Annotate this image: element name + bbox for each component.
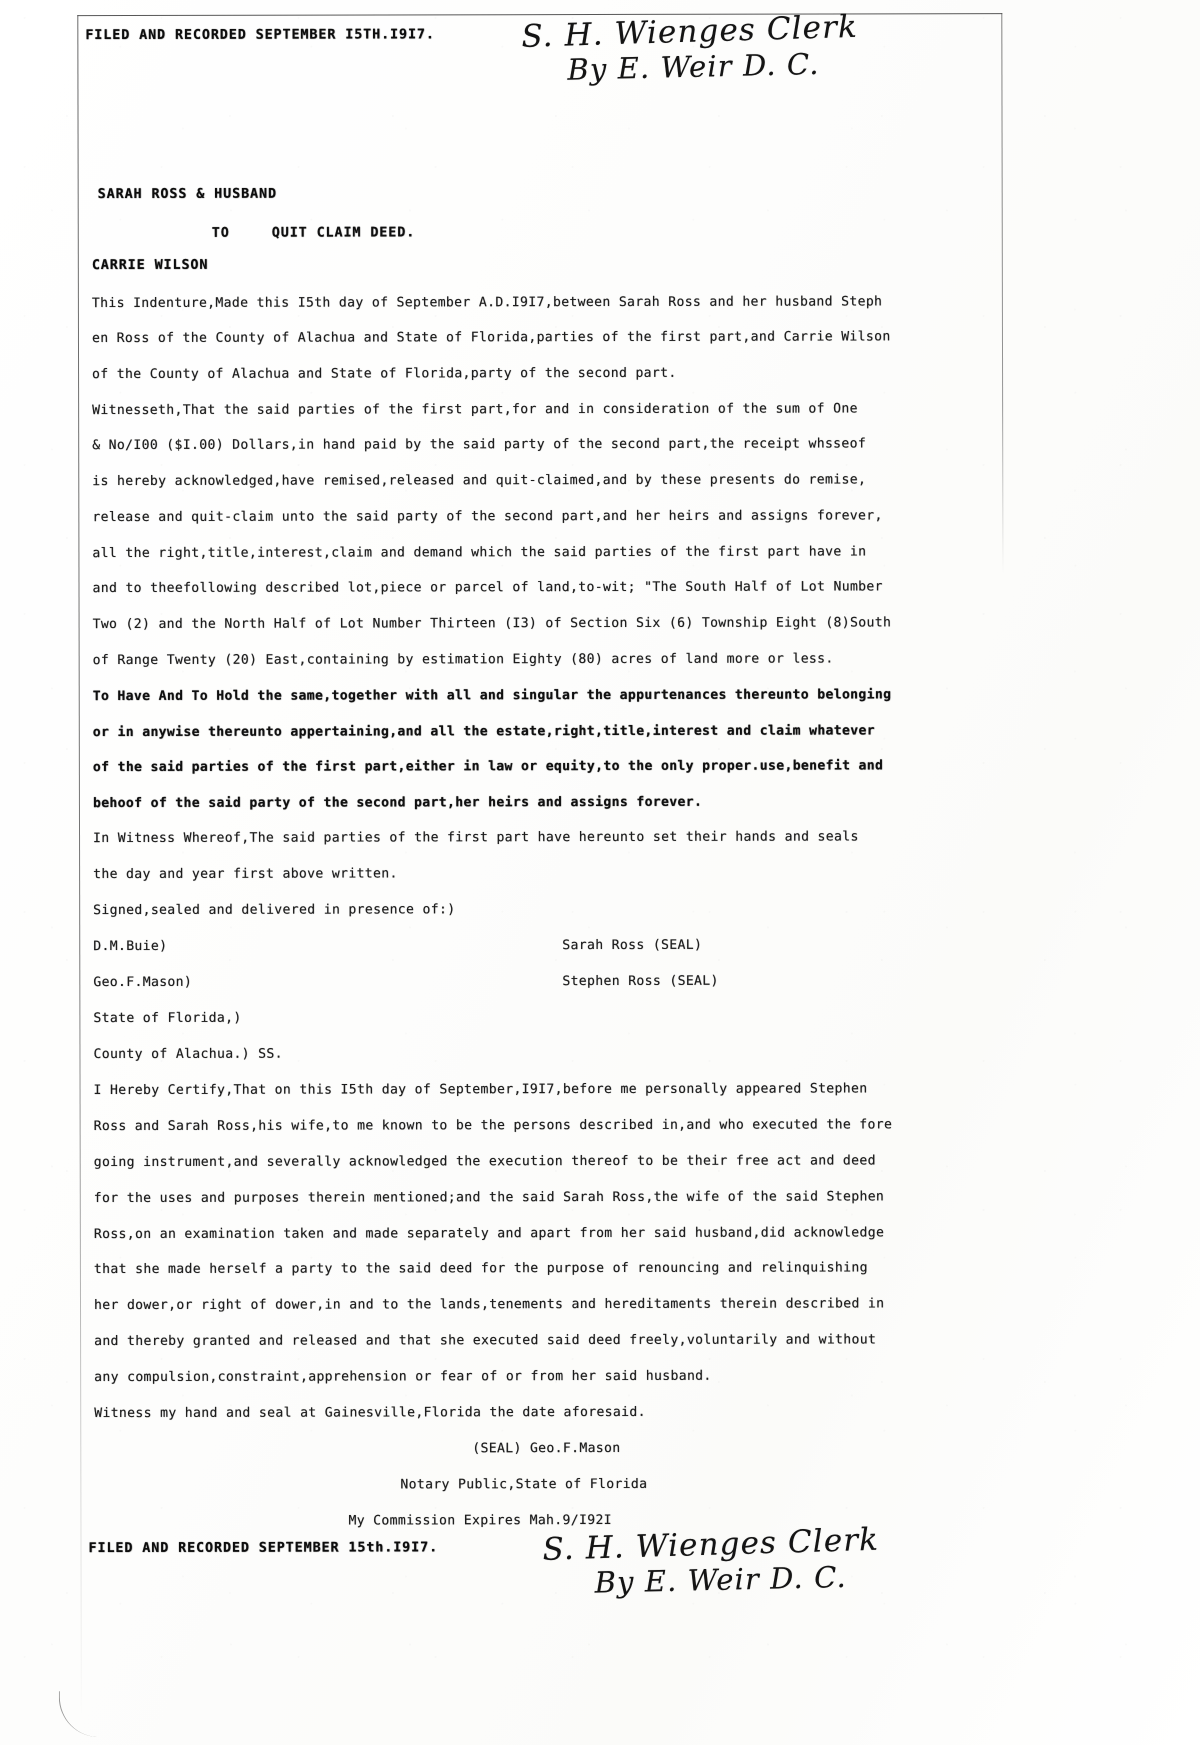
venue-line: County of Alachua.) SS. (93, 1046, 283, 1063)
body-line: Witnesseth,That the said parties of the first part,for and in consideration of the sum of One (92, 401, 858, 419)
habendum-line: of the said parties of the first part,either in law or equity,to the only proper.use,benefit and (92, 758, 884, 776)
acknowledgment-line: for the uses and purposes therein mentioned;and the said Sarah Ross,the wife of the said Stephen (93, 1189, 885, 1207)
body-line: all the right,title,interest,claim and demand which the said parties of the first part have in (92, 544, 867, 562)
caption-grantor: SARAH ROSS & HUSBAND (97, 186, 277, 203)
acknowledgment-line: any compulsion,constraint,apprehension or fear of or from her said husband. (94, 1368, 712, 1386)
filed-recorded-header: FILED AND RECORDED SEPTEMBER I5TH.I9I7. (85, 27, 435, 44)
notary-seal-line: (SEAL) Geo.F.Mason (472, 1440, 621, 1457)
acknowledgment-line: I Hereby Certify,That on this I5th day of September,I9I7,before me personally appeared Stephen (93, 1081, 868, 1099)
witness-name: Geo.F.Mason) (93, 974, 193, 991)
signer-name-grantor: Sarah Ross (SEAL) (562, 937, 703, 954)
acknowledgment-line: Ross and Sarah Ross,his wife,to me known to be the persons described in,and who executed the fore (93, 1117, 893, 1135)
testimonium-line: the day and year first above written. (93, 866, 398, 883)
acknowledgment-line: her dower,or right of dower,in and to the lands,tenements and hereditaments therein described in (93, 1296, 885, 1314)
legal-description-line: of Range Twenty (20) East,containing by estimation Eighty (80) acres of land more or less. (92, 651, 834, 669)
clerk-signature-line1-bottom: S. H. Wienges Clerk (542, 1521, 880, 1568)
acknowledgment-line: Ross,on an examination taken and made separately and apart from her said husband,did acknowledge (93, 1225, 885, 1243)
body-line: and to theefollowing described lot,piece or parcel of land,to-wit; "The South Half of Lot Number (92, 579, 883, 597)
caption-grantee: CARRIE WILSON (91, 257, 209, 274)
caption-deed-title: QUIT CLAIM DEED. (271, 225, 416, 241)
right-margin-rule (1001, 13, 1003, 573)
signer-name-husband: Stephen Ross (SEAL) (562, 973, 719, 990)
witness-name: D.M.Buie) (93, 938, 168, 955)
acknowledgment-line: that she made herself a party to the said deed for the purpose of renouncing and relinquishing (93, 1260, 868, 1278)
testimonium-line: In Witness Whereof,The said parties of the first part have hereunto set their hands and seals (93, 829, 859, 847)
caption-to: TO (211, 225, 230, 241)
page-corner-mark (59, 1691, 106, 1737)
testimonium-line: Signed,sealed and delivered in presence of:) (93, 902, 456, 919)
body-line: This Indenture,Made this I5th day of September A.D.I9I7,between Sarah Ross and her husband Steph (91, 294, 883, 312)
notary-title-line: Notary Public,State of Florida (400, 1476, 648, 1493)
filed-recorded-footer: FILED AND RECORDED SEPTEMBER 15th.I9I7. (88, 1540, 439, 1557)
body-line: is hereby acknowledged,have remised,released and quit-claimed,and by these presents do remise, (92, 472, 867, 490)
left-margin-rule (77, 15, 82, 1715)
habendum-line: or in anywise thereunto appertaining,and all the estate,right,title,interest and claim whatever (92, 723, 875, 741)
clerk-signature-line2-bottom: By E. Weir D. C. (594, 1559, 848, 1600)
body-line: en Ross of the County of Alachua and State of Florida,parties of the first part,and Carrie Wilson (91, 329, 891, 347)
body-line: release and quit-claim unto the said party of the second part,and her heirs and assigns forever, (92, 508, 883, 526)
body-line: & No/I00 ($I.00) Dollars,in hand paid by the said party of the second part,the receipt whsseof (92, 436, 867, 454)
notary-commission-line: My Commission Expires Mah.9/I92I (348, 1512, 612, 1529)
clerk-signature-line1-top: S. H. Wienges Clerk (520, 8, 859, 55)
habendum-line: behoof of the said party of the second part,her heirs and assigns forever. (92, 794, 703, 812)
acknowledgment-line: and thereby granted and released and that she executed said deed freely,voluntarily and without (94, 1332, 877, 1350)
acknowledgment-line: Witness my hand and seal at Gainesville,Florida the date aforesaid. (94, 1404, 646, 1422)
legal-description-line: Two (2) and the North Half of Lot Number Thirteen (I3) of Section Six (6) Township Eight (8)South (92, 615, 892, 633)
body-line: of the County of Alachua and State of Florida,party of the second part. (92, 365, 677, 383)
acknowledgment-line: going instrument,and severally acknowledged the execution thereof to be their free act and deed (93, 1153, 876, 1171)
clerk-signature-line2-top: By E. Weir D. C. (567, 46, 820, 87)
top-horizontal-rule (77, 13, 1002, 16)
habendum-line: To Have And To Hold the same,together with all and singular the appurtenances thereunto belonging (92, 687, 892, 705)
venue-line: State of Florida,) (93, 1010, 242, 1027)
